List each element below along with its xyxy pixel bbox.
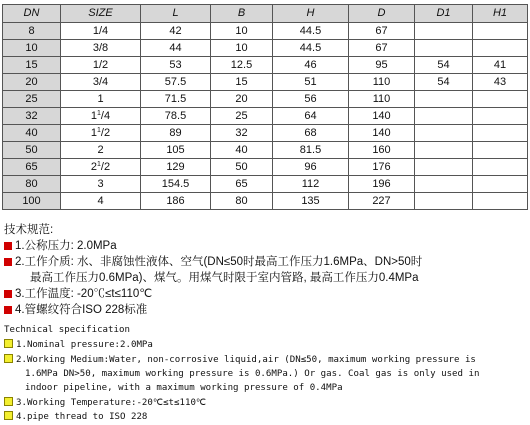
table-cell: 25 — [3, 91, 61, 108]
header-size: SIZE — [61, 5, 141, 23]
table-cell: 10 — [3, 40, 61, 57]
table-cell: 100 — [3, 193, 61, 210]
table-cell: 68 — [273, 125, 349, 142]
table-cell: 227 — [349, 193, 415, 210]
en-spec-item-2-cont-1: 1.6MPa DN>50, maximum working pressure is 0.6MPa.) Or gas. Coal gas is only used in — [25, 369, 480, 379]
table-cell — [415, 159, 473, 176]
header-l: L — [141, 5, 211, 23]
table-cell: 46 — [273, 57, 349, 74]
header-dn: DN — [3, 5, 61, 23]
table-cell: 15 — [3, 57, 61, 74]
cn-spec-item-4: 4.管螺纹符合ISO 228标准 — [4, 302, 147, 318]
yellow-square-marker — [4, 339, 13, 348]
table-cell: 196 — [349, 176, 415, 193]
header-d: D — [349, 5, 415, 23]
table-cell: 44.5 — [273, 40, 349, 57]
table-cell: 42 — [141, 23, 211, 40]
table-cell: 54 — [415, 74, 473, 91]
table-cell: 67 — [349, 40, 415, 57]
table-cell: 57.5 — [141, 74, 211, 91]
table-cell: 44.5 — [273, 23, 349, 40]
red-square-marker — [4, 258, 12, 266]
table-row — [3, 193, 528, 210]
table-cell — [473, 108, 528, 125]
table-cell: 140 — [349, 108, 415, 125]
header-h1: H1 — [473, 5, 528, 23]
header-b: B — [211, 5, 273, 23]
table-cell: 129 — [141, 159, 211, 176]
table-cell: 80 — [3, 176, 61, 193]
table-cell: 20 — [211, 91, 273, 108]
table-cell — [415, 176, 473, 193]
table-cell: 135 — [273, 193, 349, 210]
cn-spec-item-1: 1.公称压力: 2.0MPa — [4, 238, 117, 254]
table-row — [3, 176, 528, 193]
table-cell: $2^1/2$ — [61, 159, 141, 176]
table-cell: 95 — [349, 57, 415, 74]
table-cell: 50 — [211, 159, 273, 176]
table-cell: 65 — [3, 159, 61, 176]
en-spec-item-2-cont-2: indoor pipeline, with a maximum working pressure of 0.4MPa — [25, 383, 343, 393]
table-cell — [415, 91, 473, 108]
red-square-marker — [4, 242, 12, 250]
table-cell: 110 — [349, 91, 415, 108]
table-cell: 20 — [3, 74, 61, 91]
table-cell: 186 — [141, 193, 211, 210]
table-cell: 112 — [273, 176, 349, 193]
table-cell: 44 — [141, 40, 211, 57]
en-spec-item-2: 2.Working Medium:Water, non-corrosive liquid,air (DN≤50, maximum working pressure is — [4, 353, 476, 367]
table-cell — [415, 125, 473, 142]
en-spec-item-3: 3.Working Temperature:-20℃≤t≤110℃ — [4, 396, 206, 410]
yellow-square-marker — [4, 354, 13, 363]
table-cell: $1^1/4$ — [61, 108, 141, 125]
table-header-row — [3, 5, 528, 23]
red-square-marker — [4, 306, 12, 314]
table-cell: $1^1/2$ — [61, 125, 141, 142]
table-cell: 65 — [211, 176, 273, 193]
table-cell: 41 — [473, 57, 528, 74]
en-spec-title: Technical specification — [4, 325, 130, 335]
table-cell: 10 — [211, 40, 273, 57]
cn-spec-item-3: 3.工作温度: -20℃≤t≤110℃ — [4, 286, 152, 302]
table-cell: 40 — [3, 125, 61, 142]
table-cell — [473, 23, 528, 40]
table-cell: 78.5 — [141, 108, 211, 125]
table-cell — [473, 159, 528, 176]
table-cell: 3/8 — [61, 40, 141, 57]
yellow-square-marker — [4, 411, 13, 420]
table-cell: 176 — [349, 159, 415, 176]
yellow-square-marker — [4, 397, 13, 406]
table-cell — [415, 193, 473, 210]
cn-spec-title: 技术规范: — [4, 224, 54, 236]
table-cell: 1/4 — [61, 23, 141, 40]
table-cell: 3/4 — [61, 74, 141, 91]
table-cell: 50 — [3, 142, 61, 159]
table-row — [3, 74, 528, 91]
table-cell: 40 — [211, 142, 273, 159]
table-row — [3, 142, 528, 159]
table-cell: 154.5 — [141, 176, 211, 193]
header-d1: D1 — [415, 5, 473, 23]
table-cell: 12.5 — [211, 57, 273, 74]
table-cell — [415, 108, 473, 125]
table-cell: 4 — [61, 193, 141, 210]
cn-spec-item-2: 2.工作介质: 水、非腐蚀性液体、空气(DN≤50时最高工作压力1.6MPa、DN>50时 — [4, 254, 422, 270]
table-cell — [415, 142, 473, 159]
table-cell: 54 — [415, 57, 473, 74]
table-cell: 43 — [473, 74, 528, 91]
table-cell: 32 — [211, 125, 273, 142]
en-spec-item-4: 4.pipe thread to ISO 228 — [4, 410, 147, 424]
dimension-table — [2, 4, 528, 210]
table-cell: 71.5 — [141, 91, 211, 108]
table-row — [3, 91, 528, 108]
table-row — [3, 40, 528, 57]
table-row — [3, 108, 528, 125]
table-cell: 56 — [273, 91, 349, 108]
table-row — [3, 57, 528, 74]
table-row — [3, 125, 528, 142]
table-cell: 1 — [61, 91, 141, 108]
table-cell — [415, 23, 473, 40]
table-cell: 10 — [211, 23, 273, 40]
table-cell: 25 — [211, 108, 273, 125]
table-cell: 53 — [141, 57, 211, 74]
table-cell — [473, 142, 528, 159]
table-cell: 3 — [61, 176, 141, 193]
table-cell: 105 — [141, 142, 211, 159]
en-spec-item-1: 1.Nominal pressure:2.0MPa — [4, 338, 153, 352]
table-cell: 110 — [349, 74, 415, 91]
table-cell — [415, 40, 473, 57]
header-h: H — [273, 5, 349, 23]
table-cell: 67 — [349, 23, 415, 40]
table-cell — [473, 40, 528, 57]
table-cell — [473, 125, 528, 142]
table-cell: 81.5 — [273, 142, 349, 159]
table-cell: 89 — [141, 125, 211, 142]
table-cell — [473, 91, 528, 108]
table-cell: 64 — [273, 108, 349, 125]
table-cell — [473, 176, 528, 193]
table-cell: 140 — [349, 125, 415, 142]
cn-spec-item-2-cont: 最高工作压力0.6MPa)、煤气。用煤气时限于室内管路, 最高工作压力0.4MPa — [30, 272, 419, 284]
table-cell: 15 — [211, 74, 273, 91]
table-cell — [473, 193, 528, 210]
table-cell: 80 — [211, 193, 273, 210]
table-cell: 1/2 — [61, 57, 141, 74]
table-cell: 96 — [273, 159, 349, 176]
table-cell: 32 — [3, 108, 61, 125]
table-row — [3, 159, 528, 176]
red-square-marker — [4, 290, 12, 298]
table-cell: 51 — [273, 74, 349, 91]
table-row — [3, 23, 528, 40]
table-cell: 8 — [3, 23, 61, 40]
table-cell: 160 — [349, 142, 415, 159]
table-cell: 2 — [61, 142, 141, 159]
